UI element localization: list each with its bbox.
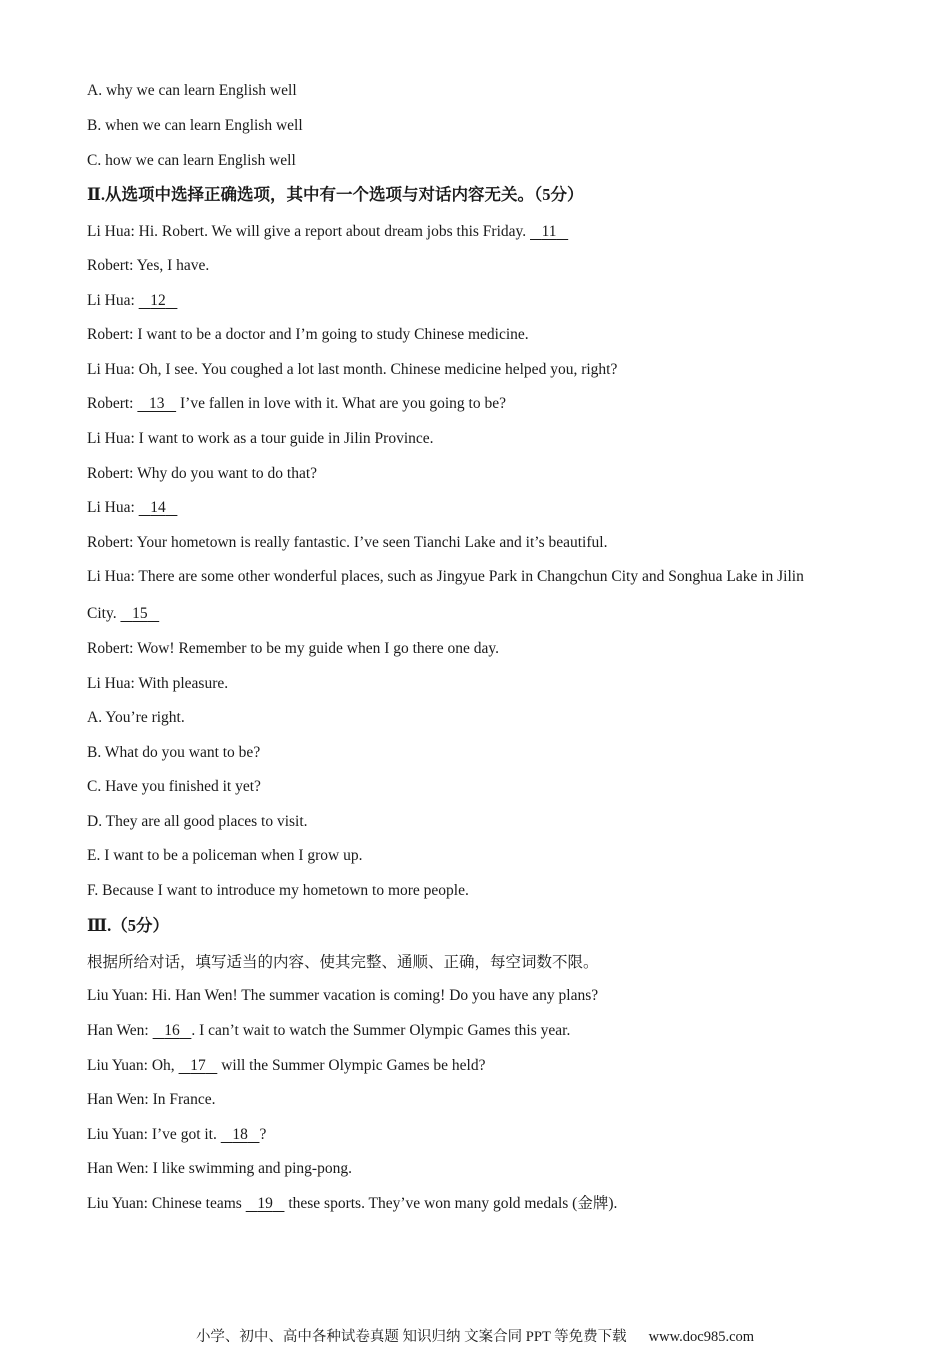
- s2-option-b: B. What do you want to be?: [87, 744, 261, 761]
- dialogue-line: City. 15: [87, 604, 159, 624]
- dialogue-line: Liu Yuan: Oh, 17 will the Summer Olympic Games be held?: [87, 1057, 486, 1074]
- blank-13: 13: [149, 395, 165, 412]
- dialogue-line: Liu Yuan: I’ve got it. 18 ?: [87, 1126, 267, 1143]
- s2-option-e: E. I want to be a policeman when I grow up.: [87, 847, 363, 864]
- blank-16: 16: [164, 1022, 180, 1039]
- dialogue-line: Li Hua: With pleasure.: [87, 675, 229, 692]
- s1-option-b: B. when we can learn English well: [87, 117, 303, 134]
- dialogue-line: Han Wen: In France.: [87, 1091, 216, 1108]
- s1-option-c: C. how we can learn English well: [87, 152, 296, 169]
- dialogue-line: Li Hua: There are some other wonderful places, such as Jingyue Park in Changchun City and Songhua Lake in Jilin: [87, 568, 804, 585]
- dialogue-line: Robert: I want to be a doctor and I’m going to study Chinese medicine.: [87, 326, 529, 343]
- blank-14: 14: [150, 499, 166, 516]
- dialogue-line: Robert: Why do you want to do that?: [87, 465, 318, 482]
- blank-18: 18: [232, 1126, 248, 1143]
- footer-text: 小学、初中、高中各种试卷真题 知识归纳 文案合同 PPT 等免费下载: [195, 1329, 627, 1345]
- s2-option-c: C. Have you finished it yet?: [87, 778, 261, 795]
- dialogue-line: Han Wen: I like swimming and ping-pong.: [87, 1160, 352, 1177]
- blank-15: 15: [132, 605, 148, 622]
- dialogue-line: Li Hua: 14: [87, 498, 177, 518]
- blank-17: 17: [190, 1057, 206, 1074]
- section3-heading: Ⅲ.（5分）: [87, 916, 169, 935]
- s1-option-a: A. why we can learn English well: [87, 82, 297, 99]
- dialogue-line: Han Wen: 16 . I can’t wait to watch the Summer Olympic Games this year.: [87, 1022, 571, 1039]
- dialogue-line: Robert: Your hometown is really fantastic. I’ve seen Tianchi Lake and it’s beautiful.: [87, 534, 608, 551]
- section3-instruction: 根据所给对话，填写适当的内容、使其完整、通顺、正确，每空词数不限。: [87, 954, 599, 971]
- s2-option-d: D. They are all good places to visit.: [87, 813, 308, 830]
- dialogue-line: Li Hua: Oh, I see. You coughed a lot last month. Chinese medicine helped you, right?: [87, 361, 618, 378]
- blank-12: 12: [150, 292, 166, 309]
- blank-11: 11: [541, 223, 557, 240]
- blank-19: 19: [257, 1195, 273, 1212]
- dialogue-line: Li Hua: I want to work as a tour guide in Jilin Province.: [87, 430, 434, 447]
- section2-heading: Ⅱ.从选项中选择正确选项，其中有一个选项与对话内容无关。（5分）: [87, 185, 584, 204]
- dialogue-line: Li Hua: 12: [87, 291, 177, 311]
- footer-url-link[interactable]: www.doc985.com: [648, 1329, 755, 1345]
- dialogue-line: Robert: Yes, I have.: [87, 257, 210, 274]
- dialogue-line: Li Hua: Hi. Robert. We will give a report about dream jobs this Friday. 11: [87, 222, 568, 242]
- dialogue-line: Robert: Wow! Remember to be my guide when I go there one day.: [87, 640, 499, 657]
- dialogue-line: Liu Yuan: Chinese teams 19 these sports. They’ve won many gold medals (金牌).: [87, 1195, 618, 1212]
- dialogue-line: Liu Yuan: Hi. Han Wen! The summer vacation is coming! Do you have any plans?: [87, 987, 599, 1004]
- dialogue-line: Robert: 13 I’ve fallen in love with it. What are you going to be?: [87, 395, 506, 412]
- s2-option-a: A. You’re right.: [87, 709, 185, 726]
- s2-option-f: F. Because I want to introduce my hometown to more people.: [87, 882, 469, 899]
- page-footer: [0, 1325, 950, 1346]
